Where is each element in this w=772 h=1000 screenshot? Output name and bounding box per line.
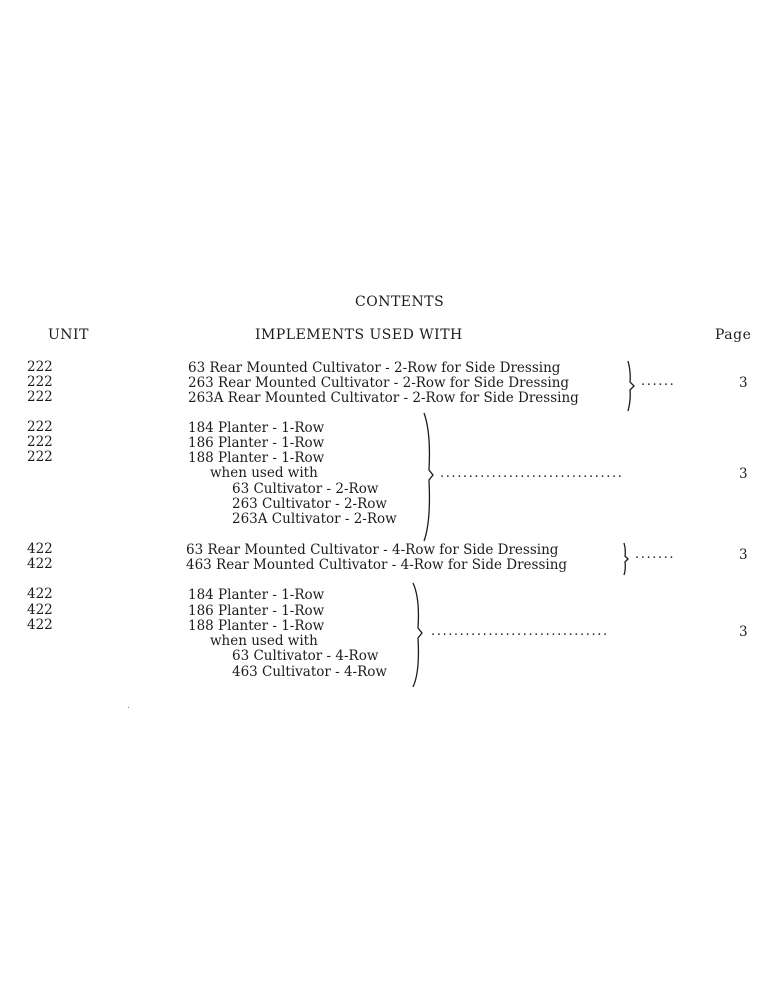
unit-column-header: UNIT: [48, 327, 89, 343]
implement-line: 463 Rear Mounted Cultivator - 4-Row for Side Dressing: [186, 557, 568, 573]
dot-leader: ...............................: [431, 624, 609, 639]
grouping-brace: [622, 360, 636, 412]
page-title: CONTENTS: [355, 294, 445, 310]
unit-number: 422: [27, 586, 53, 602]
grouping-brace: [409, 582, 425, 688]
page-column-header: Page: [715, 327, 752, 343]
page-number: 3: [739, 466, 748, 482]
dot-leader: .......: [635, 547, 676, 562]
implements-column-header: IMPLEMENTS USED WITH: [255, 327, 463, 343]
implement-line: when used with: [210, 633, 318, 649]
implement-line: 63 Rear Mounted Cultivator - 4-Row for Side Dressing: [186, 542, 559, 558]
unit-number: 422: [27, 556, 53, 572]
unit-number: 222: [27, 359, 53, 375]
dot-leader: ......: [641, 374, 676, 389]
unit-number: 222: [27, 389, 53, 405]
implement-line: 263A Rear Mounted Cultivator - 2-Row for Side Dressing: [188, 390, 579, 406]
unit-number: 222: [27, 374, 53, 390]
page-number: 3: [739, 375, 748, 391]
implement-line: 188 Planter - 1-Row: [188, 450, 325, 466]
implement-line: 263 Rear Mounted Cultivator - 2-Row for Side Dressing: [188, 375, 570, 391]
implement-line: 263A Cultivator - 2-Row: [232, 511, 397, 527]
implement-line: when used with: [210, 465, 318, 481]
implement-line: 463 Cultivator - 4-Row: [232, 664, 387, 680]
implement-line: 184 Planter - 1-Row: [188, 587, 325, 603]
grouping-brace: [420, 412, 436, 542]
implement-line: 188 Planter - 1-Row: [188, 618, 325, 634]
unit-number: 222: [27, 434, 53, 450]
unit-number: 422: [27, 541, 53, 557]
unit-number: 422: [27, 617, 53, 633]
scan-speck: [128, 707, 129, 708]
dot-leader: ................................: [440, 466, 624, 481]
implement-line: 63 Cultivator - 2-Row: [232, 481, 379, 497]
implement-line: 186 Planter - 1-Row: [188, 603, 325, 619]
unit-number: 422: [27, 602, 53, 618]
grouping-brace: [619, 542, 631, 576]
unit-number: 222: [27, 449, 53, 465]
implement-line: 186 Planter - 1-Row: [188, 435, 325, 451]
implement-line: 63 Rear Mounted Cultivator - 2-Row for Side Dressing: [188, 360, 561, 376]
implement-line: 263 Cultivator - 2-Row: [232, 496, 387, 512]
implement-line: 184 Planter - 1-Row: [188, 420, 325, 436]
implement-line: 63 Cultivator - 4-Row: [232, 648, 379, 664]
page-number: 3: [739, 547, 748, 563]
unit-number: 222: [27, 419, 53, 435]
page-number: 3: [739, 624, 748, 640]
